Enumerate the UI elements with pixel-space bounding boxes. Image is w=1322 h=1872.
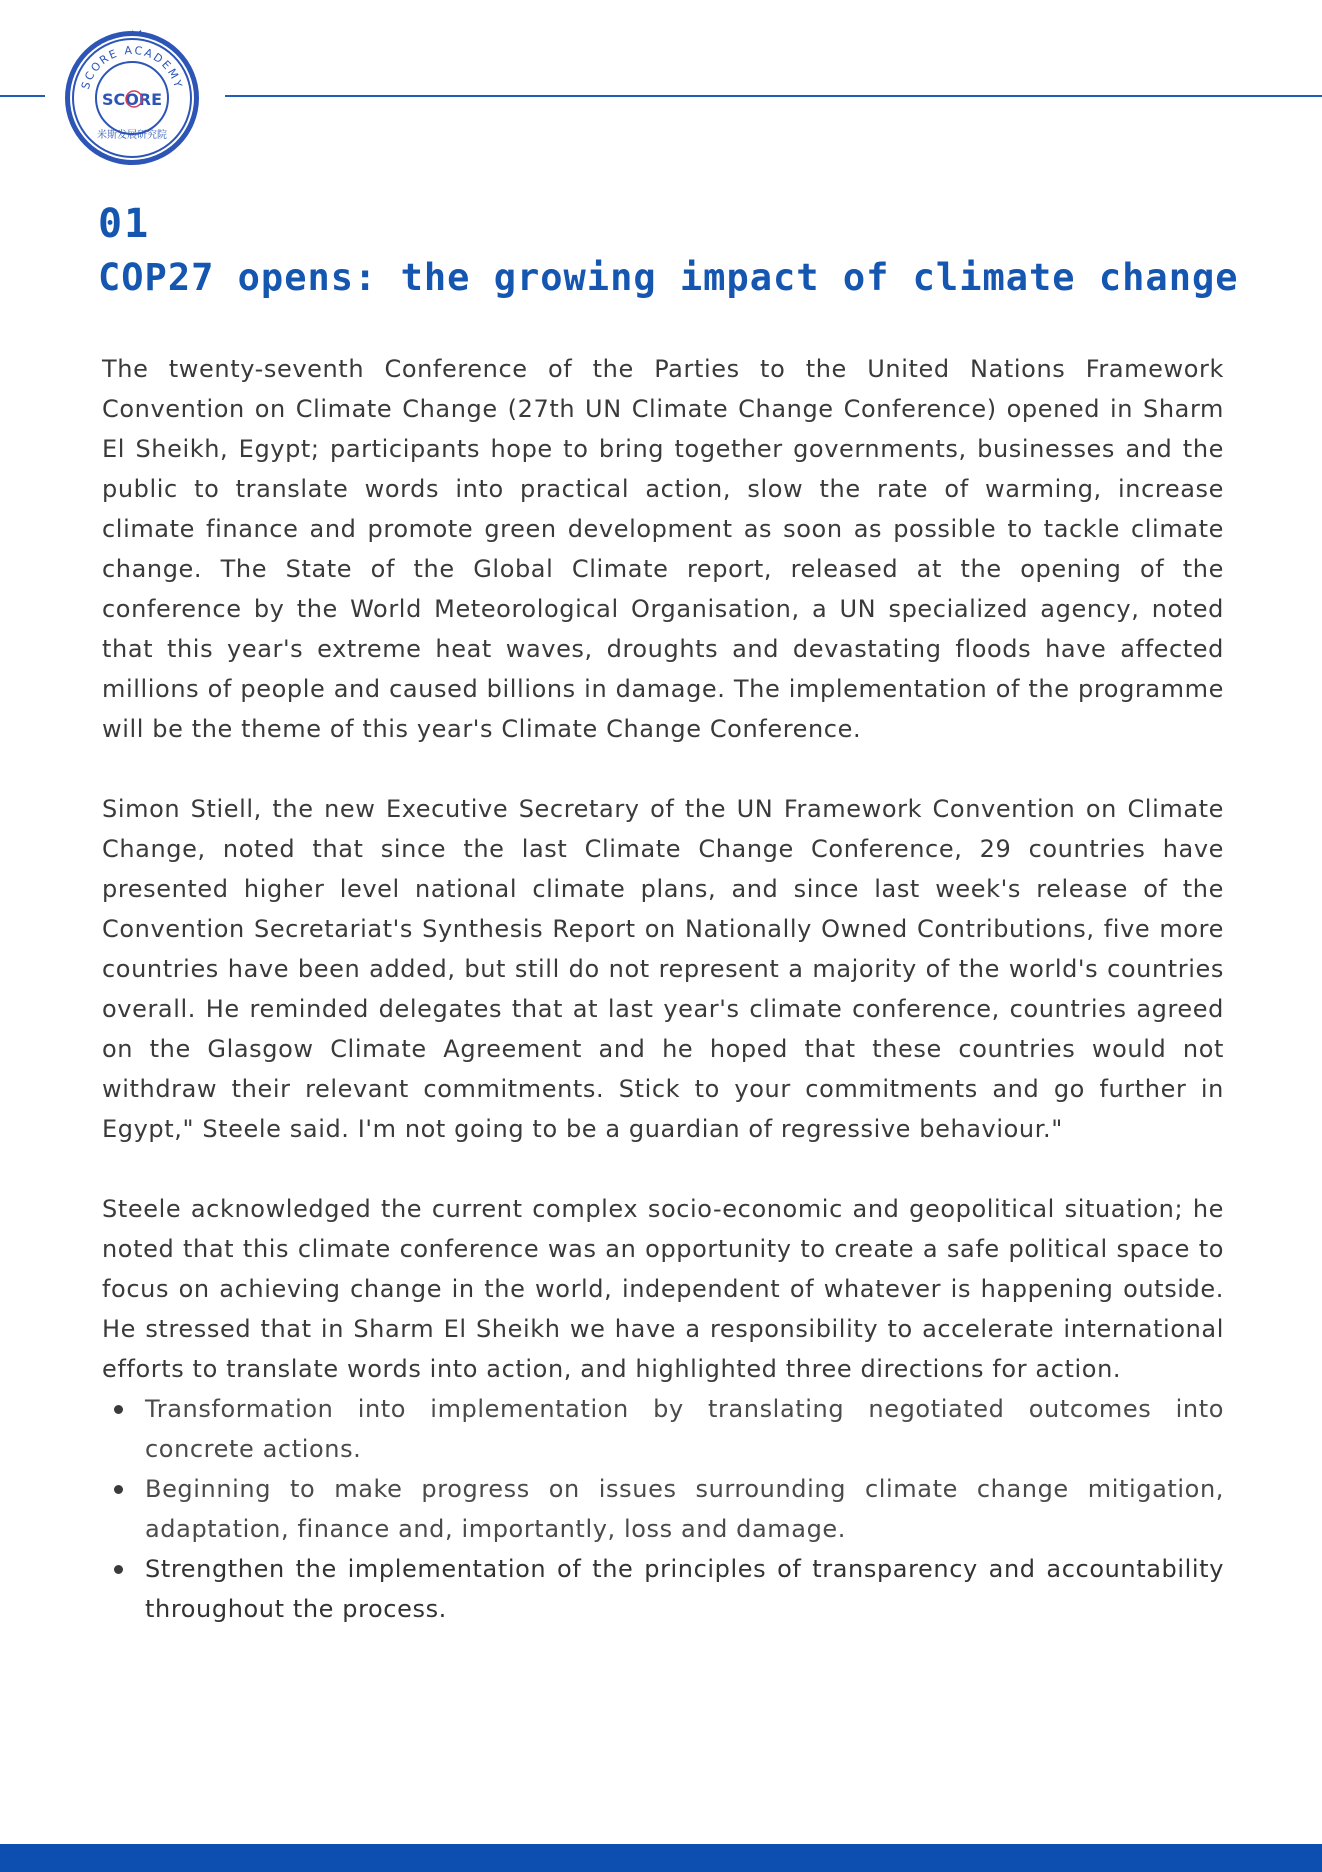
bullet-dot-icon <box>114 1485 123 1494</box>
list-item <box>102 1389 1224 1469</box>
bullet-dot-icon <box>114 1565 123 1574</box>
header-rule-right <box>225 95 1322 97</box>
section-title: COP27 opens: the growing impact of climate change <box>98 256 1239 299</box>
bullet-dot-icon <box>114 1405 123 1414</box>
list-item-text: Transformation into implementation by translating negotiated outcomes into concrete actions. <box>145 1395 1224 1463</box>
footer-bar <box>0 1844 1322 1872</box>
list-item-text: Strengthen the implementation of the principles of transparency and accountability throughout the process. <box>145 1555 1224 1623</box>
list-item <box>102 1469 1224 1549</box>
list-item <box>102 1549 1224 1629</box>
section-number: 01 <box>98 201 151 247</box>
article-body <box>102 349 1224 1629</box>
svg-text:米斯发展研究院: 米斯发展研究院 <box>97 130 167 141</box>
list-item-text: Beginning to make progress on issues surrounding climate change mitigation, adaptation, finance and, importantly, loss and damage. <box>145 1475 1224 1543</box>
paragraph-cop27-opening: The twenty-seventh Conference of the Parties to the United Nations Framework Convention on Climate Change (27th UN Climate Change Conference) opened in Sharm El Sheikh, Egypt; participants hope to bring together governments, businesses and the public to translate words into practical action, slow the rate of warming, increase climate finance and promote green development as soon as possible to tackle climate change. The State of the Global Climate report, released at the opening of the conference by the World Meteorological Organisation, a UN specialized agency, noted that this year's extreme heat waves, droughts and devastating floods have affected millions of people and caused billions in damage. The implementation of the programme will be the theme of this year's Climate Change Conference. <box>102 355 1224 743</box>
score-academy-seal-logo <box>62 28 202 168</box>
svg-text:SCORE ACADEMY: SCORE ACADEMY <box>78 43 186 91</box>
svg-text:SCORE: SCORE <box>101 90 163 109</box>
paragraph-stiell-remarks: Simon Stiell, the new Executive Secretary of the UN Framework Convention on Climate Change, noted that since the last Climate Change Conference, 29 countries have presented higher level national climate plans, and since last week's release of the Convention Secretariat's Synthesis Report on Nationally Owned Contributions, five more countries have been added, but still do not represent a majority of the world's countries overall. He reminded delegates that at last year's climate conference, countries agreed on the Glasgow Climate Agreement and he hoped that these countries would not withdraw their relevant commitments. Stick to your commitments and go further in Egypt," Steele said. I'm not going to be a guardian of regressive behaviour." <box>102 795 1224 1143</box>
action-directions-list <box>102 1389 1224 1629</box>
paragraph-steele-directions: Steele acknowledged the current complex socio-economic and geopolitical situation; he noted that this climate conference was an opportunity to create a safe political space to focus on achieving change in the world, independent of whatever is happening outside. He stressed that in Sharm El Sheikh we have a responsibility to accelerate international efforts to translate words into action, and highlighted three directions for action. <box>102 1195 1224 1383</box>
header-rule-left <box>0 95 45 97</box>
